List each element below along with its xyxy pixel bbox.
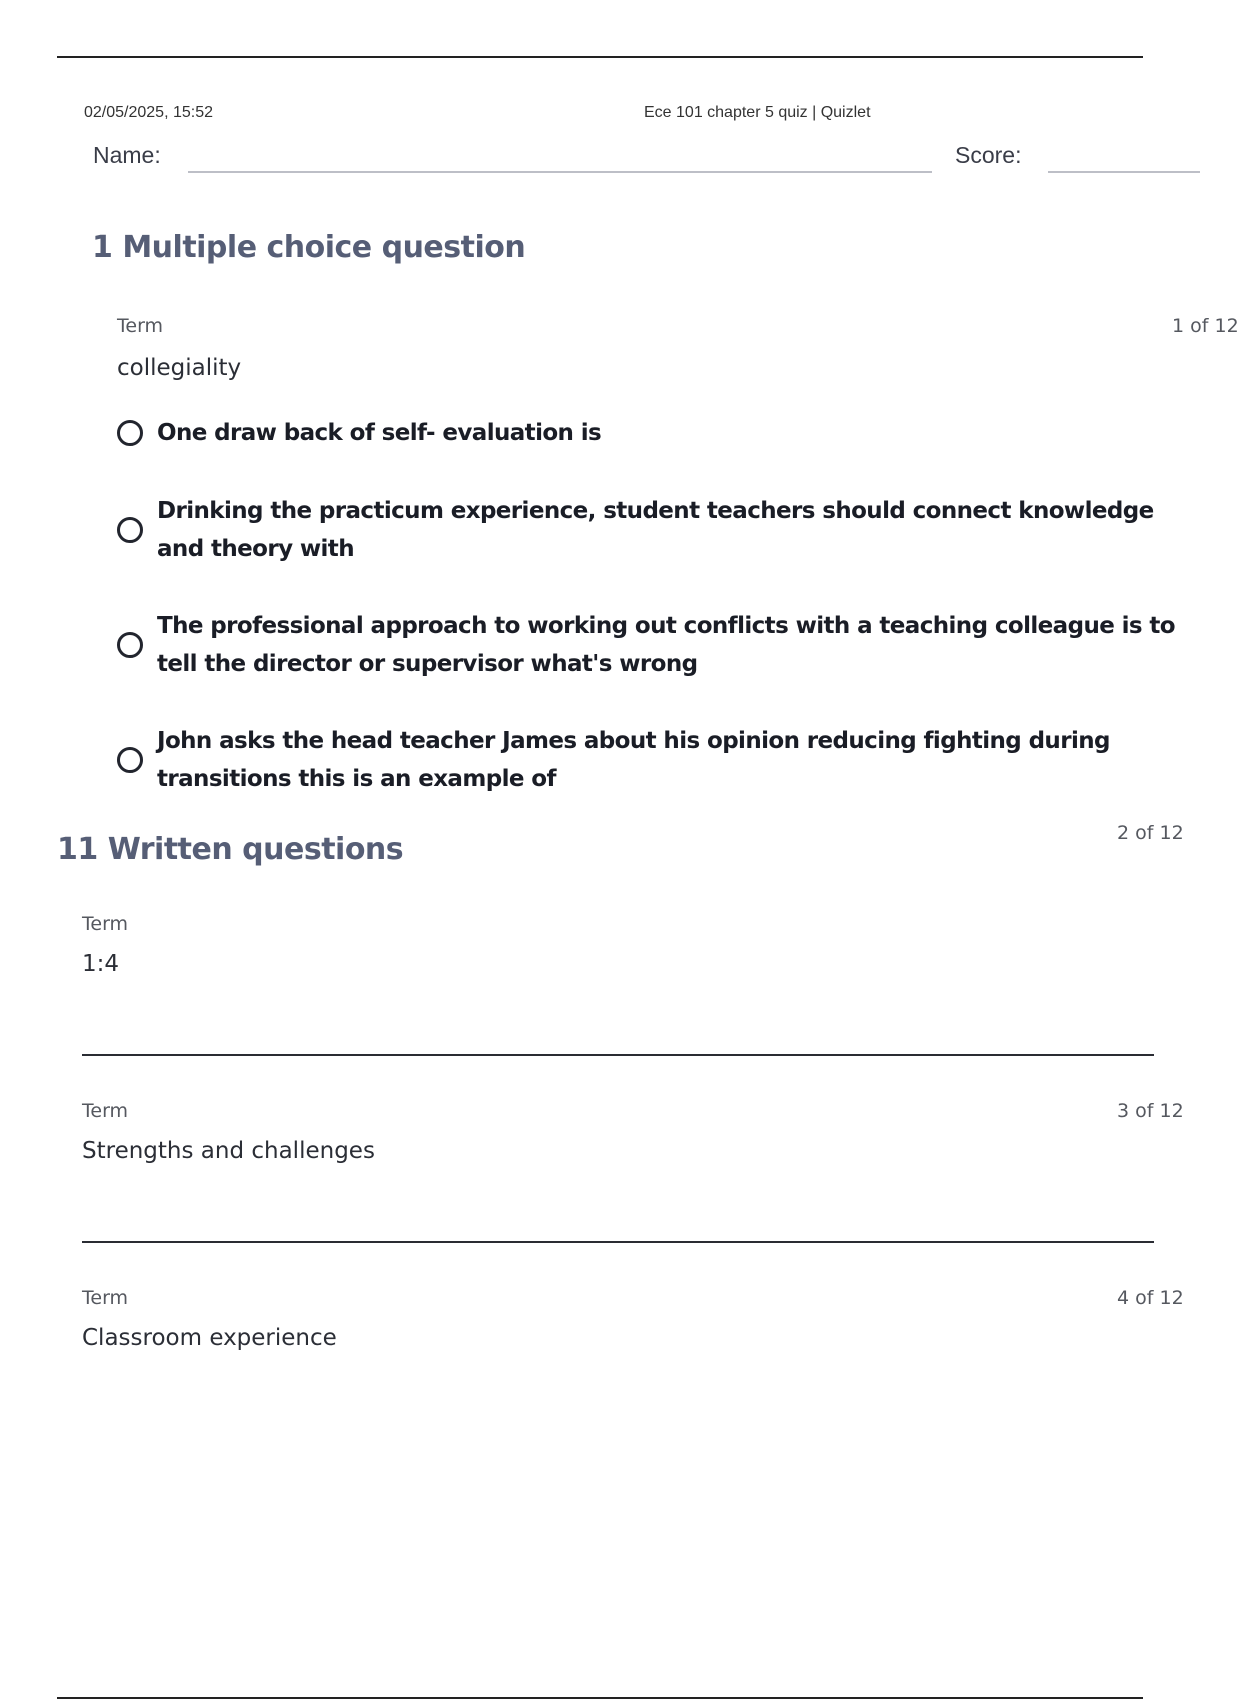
answer-option-4[interactable] [117, 722, 1207, 798]
score-field[interactable] [1048, 171, 1200, 173]
print-date: 02/05/2025, 15:52 [84, 104, 214, 121]
print-title: Ece 101 chapter 5 quiz | Quizlet [644, 104, 871, 121]
answer-option-3[interactable] [117, 607, 1207, 683]
answer-option-2[interactable] [117, 492, 1207, 568]
answer-option-text: The professional approach to working out conflicts with a teaching colleague is to tell the director or supervisor what's wrong [157, 613, 1175, 677]
question-term: Classroom experience [82, 1325, 337, 1351]
term-label: Term [82, 1287, 129, 1309]
multiple-choice-heading: 1 Multiple choice question [92, 230, 526, 265]
answer-option-1[interactable] [117, 414, 1207, 452]
radio-button[interactable] [117, 420, 143, 446]
print-header [84, 104, 1144, 126]
bottom-rule [57, 1697, 1143, 1699]
answer-option-text: John asks the head teacher James about his opinion reducing fighting during transitions this is an example of [157, 728, 1110, 792]
question-term: Strengths and challenges [82, 1138, 375, 1164]
mc-term-label: Term [117, 315, 164, 337]
question-counter: 2 of 12 [1117, 822, 1184, 844]
top-rule [57, 56, 1143, 58]
written-questions-heading: 11 Written questions [57, 832, 404, 867]
answer-option-text: Drinking the practicum experience, student teachers should connect knowledge and theory with [157, 498, 1154, 562]
radio-button[interactable] [117, 747, 143, 773]
answer-line[interactable] [82, 1054, 1154, 1056]
radio-button[interactable] [117, 632, 143, 658]
mc-term: collegiality [117, 355, 242, 381]
answer-line[interactable] [82, 1241, 1154, 1243]
question-counter: 3 of 12 [1117, 1100, 1184, 1122]
name-label: Name: [93, 142, 161, 168]
mc-question-counter: 1 of 12 [1172, 315, 1239, 337]
term-label: Term [82, 913, 129, 935]
term-label: Term [82, 1100, 129, 1122]
question-counter: 4 of 12 [1117, 1287, 1184, 1309]
score-label: Score: [955, 142, 1022, 168]
question-term: 1:4 [82, 951, 120, 977]
answer-option-text: One draw back of self- evaluation is [157, 420, 602, 446]
name-field[interactable] [188, 171, 932, 173]
radio-button[interactable] [117, 517, 143, 543]
